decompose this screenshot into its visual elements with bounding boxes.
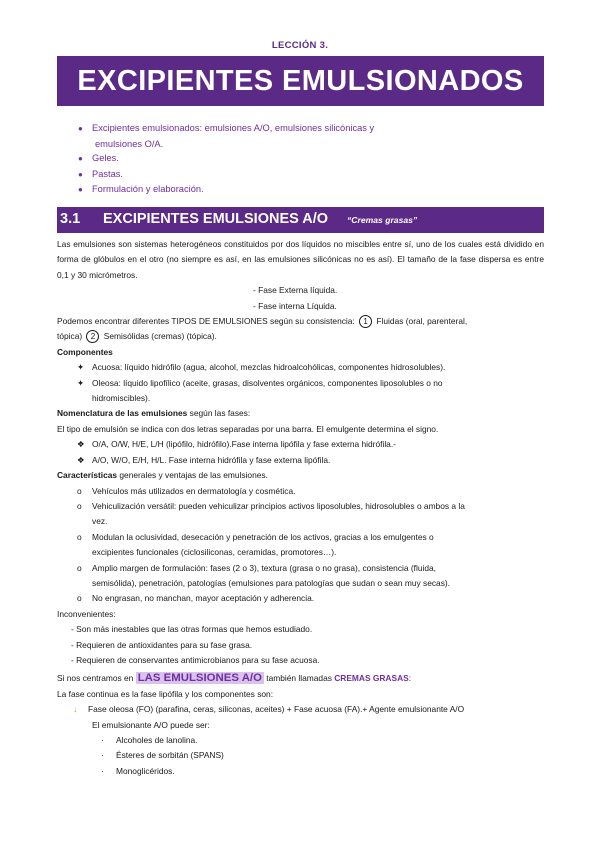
- down-arrow-icon: ↓: [73, 704, 78, 715]
- types-line: Podemos encontrar diferentes TIPOS DE EMULSIONES según su consistencia: 1 Fluidas (oral, parenteral,: [57, 316, 468, 327]
- section-number: 3.1: [60, 211, 81, 227]
- toc-item: ● Excipientes emulsionados: emulsiones A/O, emulsiones silicónicas y: [78, 121, 374, 137]
- nomenclature-item: ❖ A/O, W/O, E/H, H/L. Fase interna hidrófila y fase externa lipófila.: [57, 453, 544, 468]
- components-heading: Componentes: [57, 346, 113, 357]
- emulsifier-line: El emulsionante A/O puede ser:: [92, 719, 210, 730]
- star-bullet-icon: ✦: [77, 362, 85, 373]
- characteristic-item: o Amplio margen de formulación: fases (2 o 3), textura (grasa o no grasa), consistencia (fluida,: [57, 561, 544, 576]
- characteristic-item: o Modulan la oclusividad, desecación y penetración de los activos, gracias a los emulgentes o: [57, 530, 544, 545]
- phase-external: - Fase Externa líquida.: [253, 285, 338, 296]
- component-item: ✦ Acuosa: líquido hidrófilo (agua, alcohol, mezclas hidroalcohólicas, componentes hidrosolubles).: [57, 360, 544, 375]
- characteristic-item: o No engrasan, no manchan, mayor aceptación y adherencia.: [57, 591, 544, 606]
- section-heading: [57, 207, 544, 233]
- emulsifier-item: · Ésteres de sorbitán (SPANS): [57, 748, 544, 763]
- focus-line-2: La fase continua es la fase lipófila y los componentes son:: [57, 688, 274, 699]
- characteristics-heading: Características generales y ventajas de las emulsiones.: [57, 470, 268, 481]
- highlight-cremas-grasas: CREMAS GRASAS: [334, 673, 409, 684]
- number-1-icon: 1: [359, 315, 372, 328]
- circle-bullet-icon: o: [77, 485, 82, 496]
- characteristic-item: o Vehiculización versátil: pueden vehiculizar principios activos liposolubles, hidrosolubles o ambos a la: [57, 499, 544, 514]
- types-line-2: tópica) 2 Semisólidas (cremas) (tópica).: [57, 331, 217, 342]
- toc-item-continuation: emulsiones O/A.: [95, 138, 164, 149]
- diamond-bullet-icon: ❖: [77, 454, 85, 465]
- toc-list: [78, 121, 374, 198]
- drawbacks-heading: Inconvenientes:: [57, 608, 116, 619]
- page-title: EXCIPIENTES EMULSIONADOS: [57, 56, 544, 106]
- star-bullet-icon: ✦: [77, 377, 85, 388]
- dot-bullet-icon: ·: [101, 735, 104, 745]
- highlight-emulsiones-ao: LAS EMULSIONES A/O: [137, 672, 262, 685]
- emulsifier-item: · Alcoholes de lanolina.: [57, 733, 544, 748]
- document-body: [57, 237, 544, 779]
- lesson-label: LECCIÓN 3.: [271, 40, 329, 51]
- drawback-item: - Requieren de conservantes antimicrobianos para su fase acuosa.: [71, 654, 320, 665]
- toc-item: ● Formulación y elaboración.: [78, 182, 374, 198]
- circle-bullet-icon: o: [77, 500, 82, 511]
- bullet-icon: ●: [78, 169, 83, 179]
- nomenclature-item: ❖ O/A, O/W, H/E, L/H (lipófilo, hidrófilo).Fase interna lipófila y fase externa hidrófila.-: [57, 437, 544, 452]
- emulsifier-item: · Monoglicéridos.: [57, 764, 544, 779]
- dot-bullet-icon: ·: [101, 750, 104, 761]
- toc-item: ● Pastas.: [78, 167, 374, 183]
- circle-bullet-icon: o: [77, 531, 82, 542]
- section-subtitle: “Cremas grasas”: [347, 215, 418, 225]
- circle-bullet-icon: o: [77, 562, 82, 573]
- focus-line: Si nos centramos en LAS EMULSIONES A/O también llamadas CREMAS GRASAS:: [57, 672, 412, 685]
- intro-paragraph: Las emulsiones son sistemas heterogéneos constituidos por dos líquidos no miscibles entre sí, uno de los cuales está dividido en forma de glóbulos en el otro (no siempre es así, en las emulsiones silicónicas no es así). El tamaño de la fase dispersa es entre 0,1 y 30 micrómetros.: [57, 239, 544, 280]
- characteristic-item-continuation: vez.: [92, 516, 108, 527]
- nomenclature-heading: Nomenclatura de las emulsiones según las fases:: [57, 408, 251, 419]
- nomenclature-text: El tipo de emulsión se indica con dos letras separadas por una barra. El emulgente determina el signo.: [57, 423, 439, 434]
- characteristic-item-continuation: excipientes funcionales (ciclosiliconas, ceramidas, promotores…).: [92, 547, 337, 558]
- component-item-continuation: hidromiscibles).: [92, 393, 151, 404]
- drawback-item: - Son más inestables que las otras formas que hemos estudiado.: [71, 624, 313, 635]
- drawback-item: - Requieren de antioxidantes para su fase grasa.: [71, 639, 253, 650]
- bullet-icon: ●: [78, 185, 83, 195]
- toc-item: ● Geles.: [78, 151, 374, 167]
- characteristic-item: o Vehículos más utilizados en dermatología y cosmética.: [57, 484, 544, 499]
- bullet-icon: ●: [78, 154, 83, 164]
- number-2-icon: 2: [86, 330, 99, 343]
- phase-internal: - Fase interna Líquida.: [253, 300, 337, 311]
- bullet-icon: ●: [78, 124, 83, 133]
- characteristic-item-continuation: semisólida), penetración, patologías (emulsiones para patologías que sudan o sean muy secas).: [92, 577, 451, 588]
- phase-item: ↓ Fase oleosa (FO) (parafina, ceras, siliconas, aceites) + Fase acuosa (FA).+ Agente emulsionante A/O: [57, 702, 544, 717]
- component-item: ✦ Oleosa: líquido lipofílico (aceite, grasas, disolventes orgánicos, componentes liposolubles o no: [57, 376, 544, 391]
- circle-bullet-icon: o: [77, 593, 82, 604]
- section-title: EXCIPIENTES EMULSIONES A/O: [103, 211, 329, 227]
- diamond-bullet-icon: ❖: [77, 439, 85, 450]
- dot-bullet-icon: ·: [101, 765, 104, 776]
